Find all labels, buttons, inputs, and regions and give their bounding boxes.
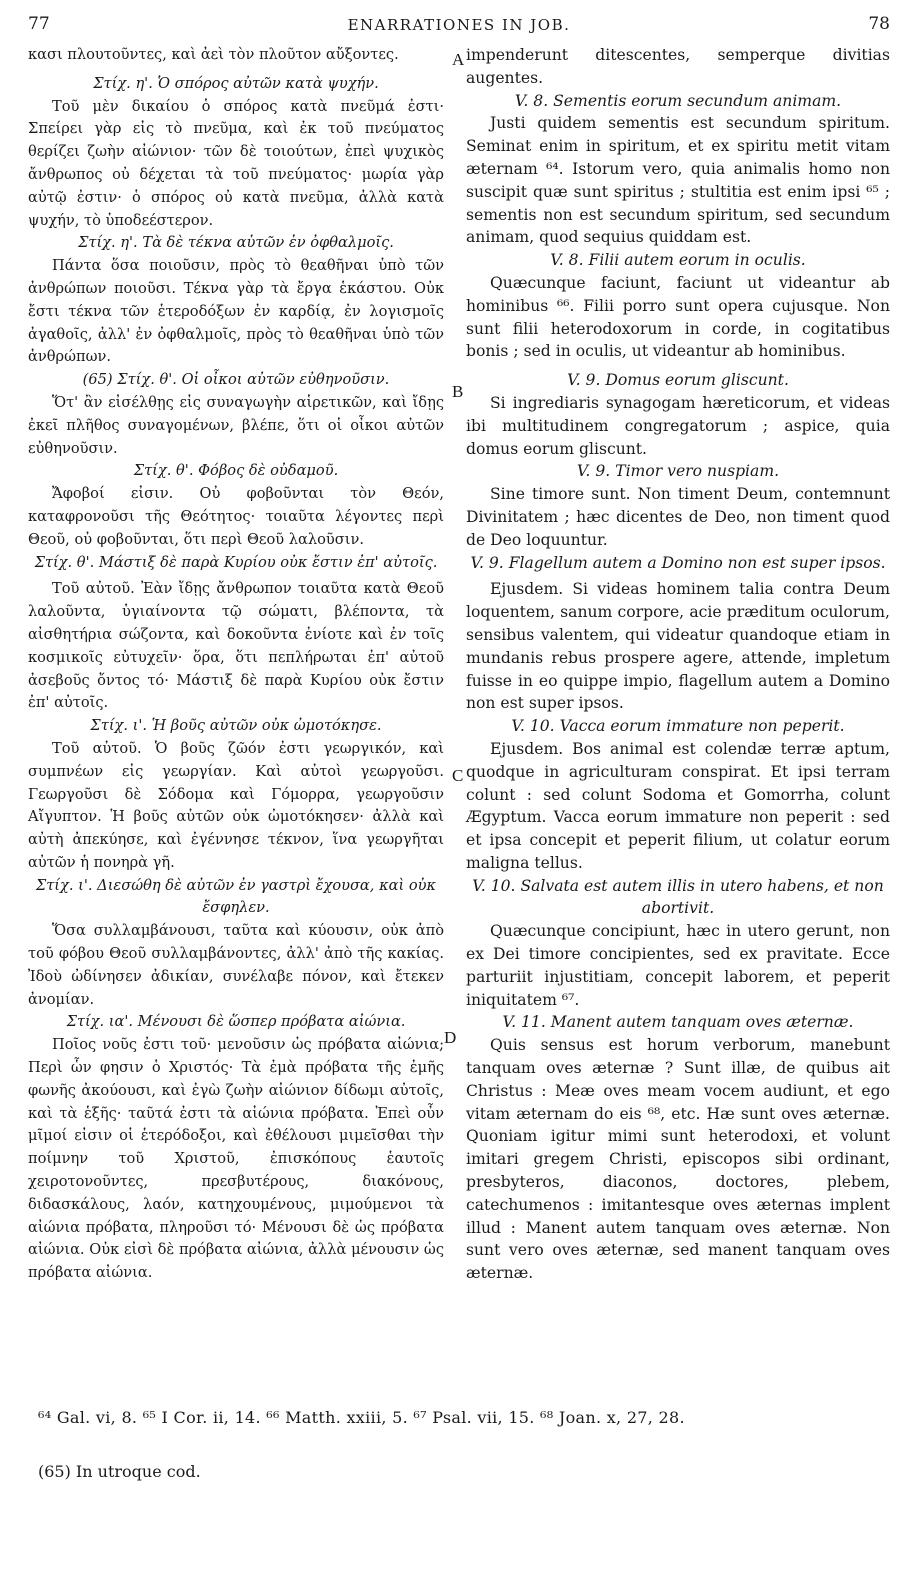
greek-verse-heading: Στίχ. ια'. Μένουσι δὲ ὥσπερ πρόβατα αἰώνια. [66, 1013, 406, 1031]
greek-column [28, 44, 444, 1285]
section-marker-b: B [452, 382, 464, 401]
greek-para: Πάντα ὅσα ποιοῦσιν, πρὸς τὸ θεαθῆναι ὑπὸ τῶν ἀνθρώπων ποιοῦσι. Τέκνα γὰρ τὰ ἔργα ἑκάστου. Οὐκ ἔστι τέκνα τῶν ἑτεροδόξων ἐν καρδίᾳ, ἐν λογισμοῖς ἀγαθοῖς, ἀλλ' ἐν ὀφθαλμοῖς, πρὸς τὸ θεαθῆναι ὑπὸ τῶν ἀνθρώπων. [28, 257, 444, 366]
latin-verse-heading: V. 8. Filii autem eorum in oculis. [550, 251, 806, 270]
latin-para: Quæcunque faciunt, faciunt ut videantur ab hominibus ⁶⁶. Filii porro sunt opera cujusque. Non sunt filii heterodoxorum in corde, in cogitatibus bonis ; sed in oculis, ut videantur ab hominibus. [466, 273, 890, 361]
greek-para: Τοῦ αὐτοῦ. Ἐὰν ἴδῃς ἄνθρωπον τοιαῦτα κατὰ Θεοῦ λαλοῦντα, ὑγιαίνοντα τῷ σώματι, βλέποντα, τὰ αἰσθητήρια σώζοντα, καὶ δοκοῦντα ἐνίοτε καὶ ἐν τοῖς κοσμικοῖς εὐτυχεῖν· ὅρα, ὅτι πεπλήρωται ἐπ' αὐτοῦ ἀσεβοῦς ὄντος τό· Μάστιξ δὲ παρὰ Κυρίου οὐκ ἔστιν ἐπ' αὐτοῖς. [28, 580, 444, 712]
section-marker-c: C [452, 766, 464, 785]
greek-para: Τοῦ μὲν δικαίου ὁ σπόρος κατὰ πνεῦμά ἐστι· Σπείρει γὰρ εἰς τὸ πνεῦμα, καὶ ἐκ τοῦ πνεύματος θερίζει ζωὴν αἰώνιον· τῶν δὲ τοιούτων, ἐπεὶ ψυχικὸς ἄνθρωπος οὐ δέχεται τὰ τοῦ πνεύματος· μωρία γὰρ αὐτῷ ἐστιν· ὁ σπόρος οὐ κατὰ πνεῦμα, ἀλλὰ κατὰ ψυχήν, τὸ ὑποδεέστερον. [28, 97, 444, 229]
latin-para: impenderunt ditescentes, semperque divitias augentes. [466, 46, 890, 87]
latin-para: Justi quidem sementis est secundum spiritum. Seminat enim in spiritum, et ex spiritu metit vitam æternam ⁶⁴. Istorum vero, quia animalis homo non suscipit quæ sunt spiritus ; stultitia est enim ipsi ⁶⁵ ; sementis non est secundum spiritum, sed secundum animam, quod sequius quiddam est. [466, 114, 890, 247]
latin-para: Quæcunque concipiunt, hæc in utero gerunt, non ex Dei timore concipientes, sed ex pravitate. Ecce parturiit injustitiam, concepit laborem, et peperit iniquitatem ⁶⁷. [466, 922, 890, 1009]
greek-verse-heading: (65) Στίχ. θ'. Οἱ οἶκοι αὐτῶν εὐθηνοῦσιν. [82, 371, 390, 389]
greek-para: Ὅτ' ἂν εἰσέλθῃς εἰς συναγωγὴν αἱρετικῶν, καὶ ἴδῃς ἐκεῖ πλῆθος συναγομένων, βλέπε, ὅτι οἱ οἶκοι αὐτῶν εὐθηνοῦσιν. [28, 393, 444, 457]
latin-verse-heading: V. 10. Vacca eorum immature non peperit. [511, 717, 845, 736]
section-marker-d: D [444, 1028, 457, 1047]
greek-para: Τοῦ αὐτοῦ. Ὁ βοῦς ζῶόν ἐστι γεωργικόν, καὶ συμπνέων εἰς γεωργίαν. Καὶ αὐτοὶ γεωργοῦσι. Γεωργοῦσι δὲ Σόδομα καὶ Γόμορρα, γεωργοῦσιν Αἴγυπτον. Ἡ βοῦς αὐτῶν οὐκ ὠμοτόκησεν· ἀλλὰ καὶ αὐτὴ ἀπεκύησε, καὶ ἐγέννησε τέκνον, ἵνα γεωργῆται αὐτῶν ἡ πονηρὰ γῆ. [28, 739, 444, 871]
latin-verse-heading: V. 8. Sementis eorum secundum animam. [514, 91, 842, 110]
latin-para: Quis sensus est horum verborum, manebunt tanquam oves æternæ ? Sunt illæ, de quibus ait Christus : Meæ oves meam vocem audiunt, et ego vitam æternam do eis ⁶⁸, etc. Hæ sunt oves æternæ. Quoniam igitur mimi sunt heterodoxi, et volunt imitari gregem Christi, episcopos sibi ordinant, presbyteros, diaconos, doctores, plebem, catechumenos : imitantesque oves æternas implent illud : Manent autem tanquam oves æternæ. Non sunt vero oves æternæ, sed manent tanquam oves æternæ. [466, 1036, 890, 1283]
latin-verse-heading: V. 9. Flagellum autem a Domino non est super ipsos. [470, 553, 886, 572]
greek-verse-heading: Στίχ. ι'. Διεσώθη δὲ αὐτῶν ἐν γαστρὶ ἔχουσα, καὶ οὐκ ἔσφηλεν. [35, 876, 437, 917]
footnote-references: ⁶⁴ Gal. vi, 8. ⁶⁵ I Cor. ii, 14. ⁶⁶ Matth. xxiii, 5. ⁶⁷ Psal. vii, 15. ⁶⁸ Joan. x, 27, 28. [38, 1408, 685, 1427]
latin-column [466, 44, 890, 1285]
greek-verse-heading: Στίχ. θ'. Μάστιξ δὲ παρὰ Κυρίου οὐκ ἔστιν ἐπ' αὐτοῖς. [34, 553, 438, 571]
latin-para: Ejusdem. Bos animal est colendæ terræ aptum, quodque in agriculturam conspirat. Et ipsi terram colunt : sed colunt Sodoma et Gomorrha, colunt Ægyptum. Vacca eorum immature non peperit : sed et ipsa concepit et peperit filium, ut colatur eorum maligna tellus. [466, 739, 890, 872]
greek-verse-heading: Στίχ. η'. Τὰ δὲ τέκνα αὐτῶν ἐν ὀφθαλμοῖς. [78, 234, 394, 252]
editorial-note: (65) In utroque cod. [38, 1462, 201, 1481]
latin-verse-heading: V. 9. Timor vero nuspiam. [576, 462, 780, 481]
greek-para: Ποῖος νοῦς ἐστι τοῦ· μενοῦσιν ὡς πρόβατα αἰώνια; Περὶ ὧν φησιν ὁ Χριστός· Τὰ ἐμὰ πρόβατα τῆς ἐμῆς φωνῆς ἀκούουσι, καὶ ἐγὼ ζωὴν αἰώνιον δίδωμι αὐτοῖς, καὶ τὰ ἑξῆς· ταῦτά ἐστι τὰ αἰώνια πρόβατα. Ἐπεὶ οὖν μῖμοί εἰσιν οἱ ἑτερόδοξοι, καὶ ἐθέλουσι μιμεῖσθαι τὴν ποίμνην τοῦ Χριστοῦ, ἐπισκόπους ἑαυτοῖς χειροτονοῦντες, πρεσβυτέρους, διακόνους, διδασκάλους, λαόν, κατηχουμένους, μιμούμενοι τὰ αἰώνια πρόβατα, πληροῦσι τό· Μένουσι δὲ ὡς πρόβατα αἰώνια. Οὐκ εἰσὶ δὲ πρόβατα αἰώνια, ἀλλὰ μένουσιν ὡς πρόβατα αἰώνια. [28, 1036, 444, 1282]
running-header [28, 10, 890, 38]
greek-para: Ἄφοβοί εἰσιν. Οὐ φοβοῦνται τὸν Θεόν, καταφρονοῦσι τῆς Θεότητος· τοιαῦτα λέγοντες περὶ Θεοῦ, οὐ φοβοῦνται, ὅτι περὶ Θεοῦ λαλοῦσιν. [28, 485, 444, 548]
running-title: ENARRATIONES IN JOB. [347, 16, 571, 34]
greek-verse-heading: Στίχ. η'. Ὁ σπόρος αὐτῶν κατὰ ψυχήν. [93, 74, 379, 92]
latin-para: Ejusdem. Si videas hominem talia contra Deum loquentem, sanum corpore, acie præditum oculorum, sensibus valentem, qui videatur quandoque etiam in mundanis rebus prospere agere, attende, impletum fuisse in eo quippe impio, flagellum autem a Domino non est super ipsos. [466, 580, 890, 713]
latin-para: Sine timore sunt. Non timent Deum, contemnunt Divinitatem ; hæc dicentes de Deo, non timent quod de Deo loquuntur. [466, 485, 890, 549]
greek-verse-heading: Στίχ. ι'. Ἡ βοῦς αὐτῶν οὐκ ὠμοτόκησε. [90, 717, 382, 735]
greek-verse-heading: Στίχ. θ'. Φόβος δὲ οὐδαμοῦ. [133, 462, 339, 480]
greek-para: κασι πλουτοῦντες, καὶ ἀεὶ τὸν πλοῦτον αὔξοντες. [28, 46, 399, 63]
right-page-number: 78 [868, 14, 890, 34]
latin-para: Si ingrediaris synagogam hæreticorum, et videas ibi multitudinem congregatorum ; aspice, quia domus eorum gliscunt. [466, 393, 890, 458]
latin-verse-heading: V. 9. Domus eorum gliscunt. [567, 371, 789, 390]
left-page-number: 77 [28, 14, 50, 34]
section-marker-a: A [452, 50, 465, 69]
latin-verse-heading: V. 10. Salvata est autem illis in utero habens, et non abortivit. [472, 876, 884, 918]
latin-verse-heading: V. 11. Manent autem tanquam oves æternæ. [502, 1013, 854, 1032]
greek-para: Ὅσα συλλαμβάνουσι, ταῦτα καὶ κύουσιν, οὐκ ἀπὸ τοῦ φόβου Θεοῦ συλλαμβάνοντες, ἀλλ' ἀπὸ τῆς κακίας. Ἰδοὺ ὠδίνησεν ἀδικίαν, συνέλαβε πόνον, καὶ ἔτεκεν ἀνομίαν. [28, 922, 444, 1008]
